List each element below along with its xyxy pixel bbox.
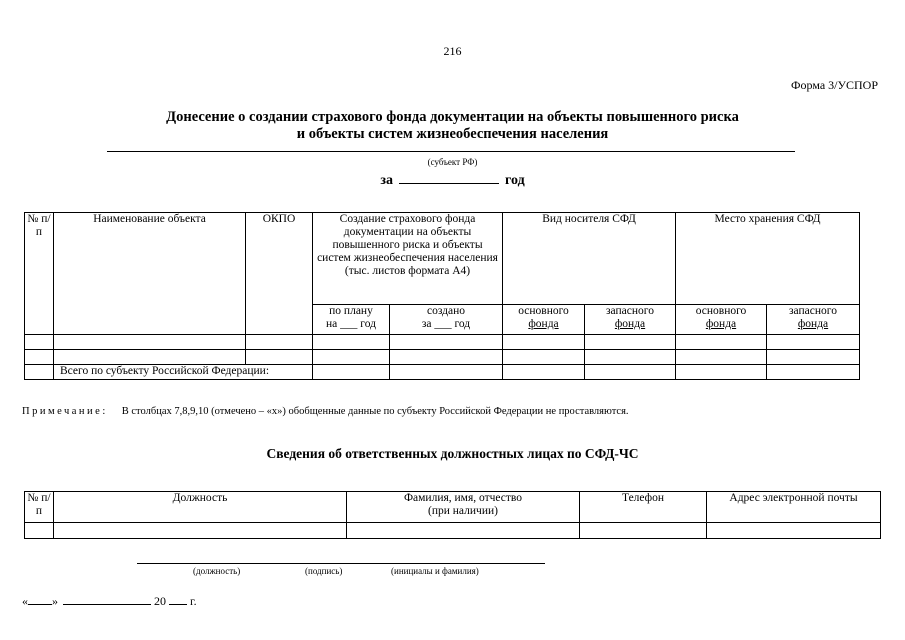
total-row: [25, 365, 860, 380]
total-label: Всего по субъекту Российской Федерации:: [54, 365, 313, 380]
sub-storage-reserve: запасного фонда: [767, 305, 860, 335]
sign-position-caption: (должность): [193, 566, 241, 576]
table-row: [25, 350, 860, 365]
sub-storage-main: основного фонда: [676, 305, 767, 335]
header-carrier-type: Вид носителя СФД: [503, 213, 676, 305]
year-blank: [169, 593, 187, 605]
header-okpo: ОКПО: [246, 213, 313, 335]
note-label: Примечание:: [22, 406, 108, 417]
header-num: № п/п: [25, 213, 54, 335]
title-line-2: и объекты систем жизнеобеспечения населения: [296, 126, 609, 142]
report-year: [0, 171, 905, 189]
sub-carrier-main: основного фонда: [503, 305, 585, 335]
officials-table: [24, 491, 881, 539]
sign-signature-caption: (подпись): [305, 566, 343, 576]
header-object-name: Наименование объекта: [54, 213, 246, 335]
date-year-prefix: 20: [154, 594, 166, 608]
header-email: Адрес электронной почты: [707, 492, 881, 523]
year-suffix: год: [504, 173, 525, 188]
month-blank: [63, 593, 151, 605]
subject-fill-line: [107, 151, 795, 152]
title-line-1: Донесение о создании страхового фонда документации на объекты повышенного риска: [166, 109, 739, 125]
header-creation: Создание страхового фонда документации на объекты повышенного риска и объекты систем жизнеобеспечения населения (тыс. листов формата А4): [313, 213, 503, 305]
report-table: [24, 212, 860, 380]
header-storage-place: Место хранения СФД: [676, 213, 860, 305]
table-row: [25, 335, 860, 350]
header-num: № п/п: [25, 492, 54, 523]
officials-header-row: [25, 492, 881, 523]
sub-plan: по плану на ___ год: [313, 305, 390, 335]
date-suffix: г.: [190, 594, 197, 608]
sign-initials-caption: (инициалы и фамилия): [391, 566, 479, 576]
table-row: [25, 523, 881, 539]
page-number: 216: [443, 44, 462, 58]
day-blank: [28, 593, 52, 605]
header-full-name: Фамилия, имя, отчество (при наличии): [347, 492, 580, 523]
form-label: Форма 3/УСПОР: [791, 78, 878, 92]
note: [22, 406, 629, 417]
sub-carrier-reserve: запасного фонда: [585, 305, 676, 335]
header-row-1: [25, 213, 860, 305]
header-phone: Телефон: [580, 492, 707, 523]
section-title: Сведения об ответственных должностных лицах по СФД-ЧС: [266, 446, 639, 461]
year-blank: [399, 171, 499, 184]
year-prefix: за: [380, 173, 393, 188]
document-title: [0, 109, 905, 143]
note-text: В столбцах 7,8,9,10 (отмечено – «х») обобщенные данные по субъекту Российской Федерации не проставляются.: [121, 406, 629, 417]
header-position: Должность: [54, 492, 347, 523]
subject-caption: (субъект РФ): [427, 157, 478, 167]
sub-created: создано за ___ год: [390, 305, 503, 335]
date-line: « » 20 г.: [22, 594, 197, 608]
signature-line: [137, 563, 545, 564]
